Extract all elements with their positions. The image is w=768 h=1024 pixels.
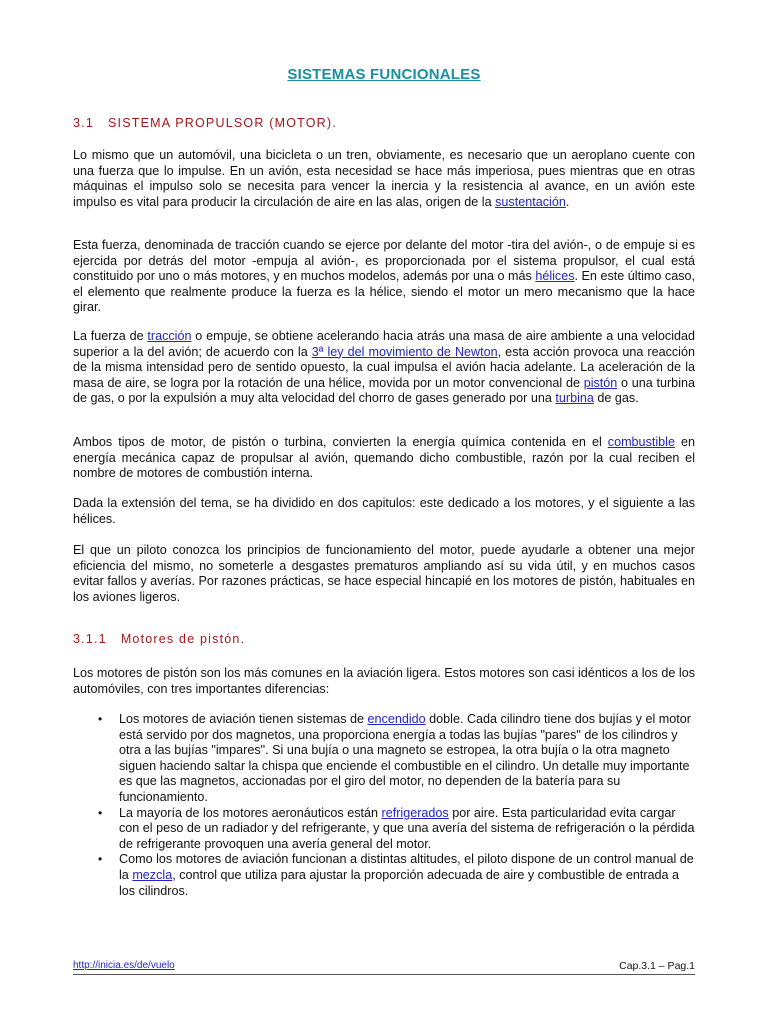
paragraph-1: Lo mismo que un automóvil, una bicicleta o un tren, obviamente, es necesario que un aeroplano cuente con una fuerza que lo impulse. En un avión, esta necesidad se hace más imperiosa, pues mientras que en otras máquinas el impulso solo se necesita para vencer la inercia y la resistencia al avance, en un avión este impulso es vital para producir la circulación de aire en las alas, origen de la sustentación. [73,148,695,209]
subsection-heading: 3.1.1 Motores de pistón. [73,632,246,646]
paragraph-7: Los motores de pistón son los más comunes en la aviación ligera. Estos motores son casi idénticos a los de los automóviles, con tres importantes diferencias: [73,666,695,696]
paragraph-4: Ambos tipos de motor, de pistón o turbina, convierten la energía química contenida en el combustible en energía mecánica capaz de propulsar al avión, quemando dicho combustible, razón por la cual reciben el nombre de motores de combustión interna. [73,435,695,481]
document-title: SISTEMAS FUNCIONALES [287,66,481,83]
list-item: • Los motores de aviación tienen sistemas de encendido doble. Cada cilindro tiene dos bujías y el motor está servido por dos magnetos, una proporciona energía a todas las bujías "pares" de los cilindros y otra a las bujías "impares". Si una bujía o una magneto se estropea, la otra bujía o la otra magneto siguen haciendo saltar la chispa que enciende el combustible en el cilindro. Un detalle muy importante es que las magnetos, accionadas por el giro del motor, no dependen de la batería para su funcionamiento. [98,712,691,804]
link-ley-newton[interactable]: 3ª ley del movimiento de Newton [311,344,498,359]
link-combustible[interactable]: combustible [607,435,675,449]
section-heading: 3.1 SISTEMA PROPULSOR (MOTOR). [73,116,337,130]
paragraph-6: El que un piloto conozca los principios de funcionamiento del motor, puede ayudarle a obtener una mejor eficiencia del mismo, no someterle a desgastes prematuros ampliando así su vida útil, y en muchos casos evitar fallos y averías. Por razones prácticas, se hace especial hincapié en los motores de pistón, habituales en los aviones ligeros. [73,543,695,604]
link-sustentacion[interactable]: sustentación [495,194,566,209]
link-refrigerados[interactable]: refrigerados [381,805,449,820]
bullet-icon: • [98,712,103,726]
bullet-icon: • [98,805,103,820]
link-traccion[interactable]: tracción [147,329,192,343]
link-turbina[interactable]: turbina [555,391,594,406]
paragraph-5: Dada la extensión del tema, se ha dividido en dos capitulos: este dedicado a los motores, y el siguiente a las hélices. [73,496,695,526]
link-helices[interactable]: hélices [535,269,575,284]
list-item: • La mayoría de los motores aeronáuticos están refrigerados por aire. Esta particularidad evita cargar con el peso de un radiador y del refrigerante, y que una avería del sistema de refrigeración o la pérdida de refrigerante provoquen una avería general del motor. [98,805,695,851]
list-item: • Como los motores de aviación funcionan a distintas altitudes, el piloto dispone de un control manual de la mezcla, control que utiliza para ajustar la proporción adecuada de aire y combustible de entrada a los cilindros. [98,852,694,898]
differences-list [73,712,695,899]
footer-url-link[interactable]: http://inicia.es/de/vuelo [73,960,175,971]
paragraph-2: Esta fuerza, denominada de tracción cuando se ejerce por delante del motor -tira del avión-, o de empuje si es ejercida por detrás del motor -empuja al avión-, es proporcionada por el sistema propulsor, el cual está constituido por uno o más motores, y en muchos modelos, además por una o más hélices. En este último caso, el elemento que realmente produce la fuerza es la hélice, siendo el motor un mero mecanismo que la hace girar. [73,238,695,315]
paragraph-3: La fuerza de tracción o empuje, se obtiene acelerando hacia atrás una masa de aire ambiente a una velocidad superior a la del avión; de acuerdo con la 3ª ley del movimiento de Newton, esta acción provoca una reacción de la misma intensidad pero de sentido opuesto, la cual impulsa el avión hacia adelante. La aceleración de la masa de aire, se logra por la rotación de una hélice, movida por un motor convencional de pistón o una turbina de gas, o por la expulsión a muy alta velocidad del chorro de gases generado por una turbina de gas. [73,329,696,406]
link-piston[interactable]: pistón [583,375,618,390]
link-mezcla[interactable]: mezcla [132,867,173,882]
footer-page-number: Cap.3.1 – Pag.1 [619,960,695,972]
link-encendido[interactable]: encendido [367,712,426,726]
bullet-icon: • [98,852,103,867]
footer-divider [73,974,695,975]
